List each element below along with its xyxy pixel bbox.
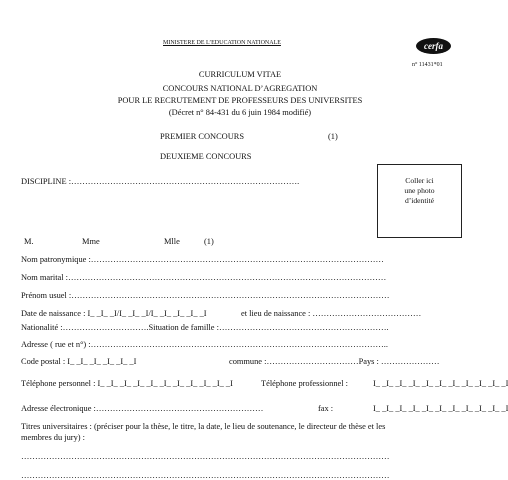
nationalite-situation-field[interactable]: Nationalité :………………………….Situation de famille :……………………………………………………. <box>21 323 389 332</box>
adresse-field[interactable]: Adresse ( rue et n°) :…………………………………………………………………………………………….. <box>21 340 388 349</box>
civility-mme[interactable]: Mme <box>82 237 100 246</box>
title-recrutement: POUR LE RECRUTEMENT DE PROFESSEURS DES UNIVERSITES <box>117 96 363 105</box>
code-postal-field[interactable]: Code postal : I_ _I_ _I_ _I_ _I_ _I <box>21 357 137 366</box>
form-number: n° 11431*01 <box>412 62 443 68</box>
photo-box[interactable] <box>377 164 462 238</box>
date-naissance-field[interactable]: Date de naissance : I_ _I_ _I/I_ _I_ _I/I_ _I_ _I_ _I_ _I <box>21 309 207 318</box>
cerfa-logo: cerfa <box>416 38 451 54</box>
civility-mlle[interactable]: Mlle <box>164 237 180 246</box>
email-field[interactable]: Adresse électronique :…………………………………………………… <box>21 404 264 413</box>
prenom-usuel-field[interactable]: Prénom usuel :…………………………………………………………………………………………………… <box>21 291 390 300</box>
telephone-professionnel-field[interactable]: I_ _I_ _I_ _I_ _I_ _I_ _I_ _I_ _I_ _I_ _I <box>373 379 508 388</box>
title-curriculum-vitae: CURRICULUM VITAE <box>198 70 282 79</box>
ministry-heading: MINISTERE DE L’EDUCATION NATIONALE <box>163 40 281 46</box>
deuxieme-concours-option[interactable]: DEUXIEME CONCOURS <box>160 152 252 161</box>
titres-universitaires-label-cont: membres du jury) : <box>21 433 85 442</box>
civility-note: (1) <box>204 237 214 246</box>
title-decret: (Décret n° 84-431 du 6 juin 1984 modifié) <box>168 108 312 117</box>
civility-m[interactable]: M. <box>24 237 34 246</box>
nom-marital-field[interactable]: Nom marital :…………………………………………………………………………………………………… <box>21 273 387 282</box>
photo-box-label: Coller ici une photo d’identité <box>404 176 435 205</box>
fax-label: fax : <box>318 404 334 413</box>
titres-dotted-line-2[interactable]: …………………………………………………………………………………………………………………… <box>21 471 390 480</box>
fax-field[interactable]: I_ _I_ _I_ _I_ _I_ _I_ _I_ _I_ _I_ _I_ _I <box>373 404 508 413</box>
lieu-naissance-field[interactable]: et lieu de naissance : ………………………………… <box>241 309 422 318</box>
titres-dotted-line-1[interactable]: …………………………………………………………………………………………………………………… <box>21 452 390 461</box>
premier-concours-option[interactable]: PREMIER CONCOURS <box>160 132 244 141</box>
telephone-professionnel-label: Téléphone professionnel : <box>261 379 348 388</box>
nom-patronymique-field[interactable]: Nom patronymique :…………………………………………………………………………………………… <box>21 255 384 264</box>
commune-pays-field[interactable]: commune :……………………………Pays : ………………… <box>229 357 440 366</box>
telephone-personnel-field[interactable]: Téléphone personnel : I_ _I_ _I_ _I_ _I_ _I_ _I_ _I_ _I_ _I_ _I <box>21 379 233 388</box>
discipline-field[interactable]: DISCIPLINE :………………………………………………………………………. <box>21 177 300 186</box>
titres-universitaires-label: Titres universitaires : (préciser pour la thèse, le titre, la date, le lieu de soutenance, le directeur de thèse et les <box>21 422 386 431</box>
title-concours: CONCOURS NATIONAL D’AGREGATION <box>162 84 318 93</box>
premier-concours-note: (1) <box>328 132 338 141</box>
